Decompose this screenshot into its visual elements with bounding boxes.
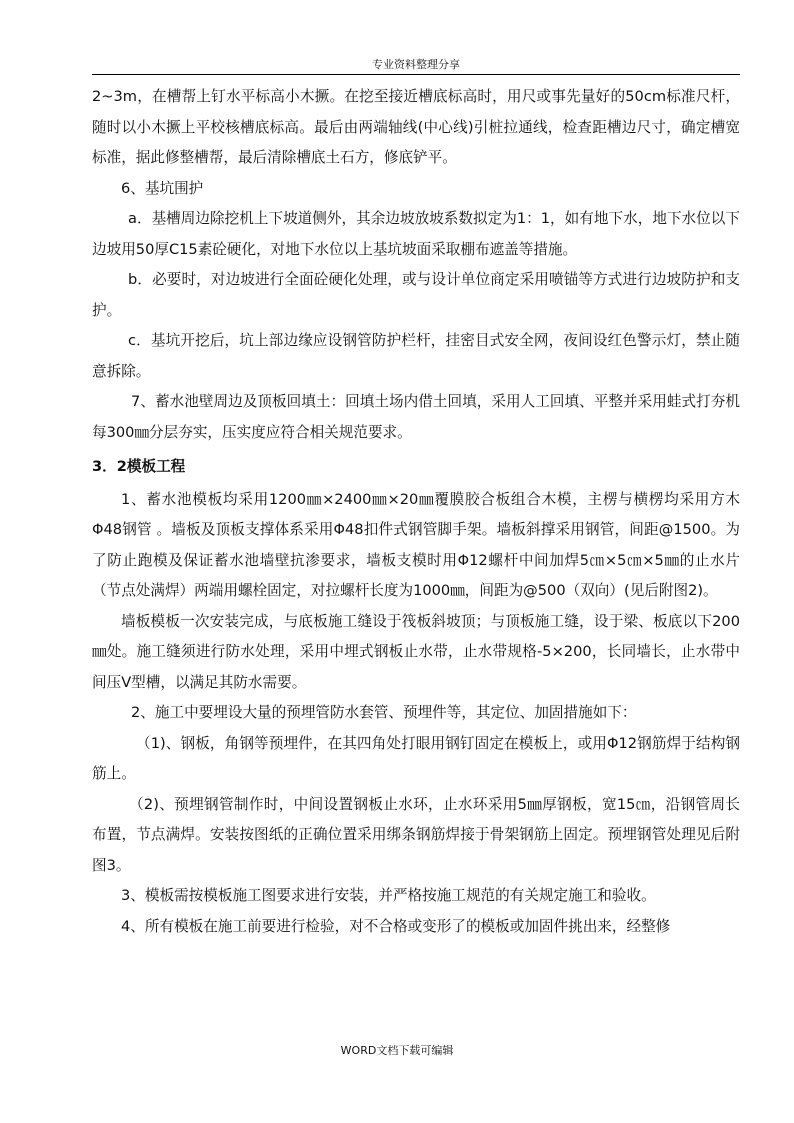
item-6a: a．基槽周边除挖机上下坡道侧外，其余边坡放坡系数拟定为1：1，如有地下水，地下水位以下边坡用50厚C15素砼硬化，对地下水位以上基坑坡面采取棚布遮盖等措施。 (92, 210, 740, 258)
formwork-item-2-1: （1)、钢板，角钢等预埋件，在其四角处打眼用钢钉固定在模板上，或用Φ12钢筋焊于结构钢筋上。 (92, 734, 740, 782)
formwork-item-2: 2、施工中要埋设大量的预埋管防水套管、预埋件等，其定位、加固措施如下： (131, 704, 637, 721)
item-6-heading: 6、基坑围护 (121, 179, 204, 197)
formwork-item-1: 1、蓄水池模板均采用1200㎜×2400㎜×20㎜覆膜胶合板组合木模，主楞与横楞均采用方木Φ48钢管 。墙板及顶板支撑体系采用Φ48扣件式钢管脚手架。墙板斜撑采用钢管，间距@1500。为了防止跑模及保证蓄水池墙壁抗渗要求，墙板支模时用Φ12螺杆中间加焊5㎝×5㎝×5㎜的止水片（节点处满焊）两端用螺栓固定，对拉螺杆长度为1000㎜，间距为@500（双向）(见后附图2)。 (92, 490, 740, 599)
formwork-item-4: 4、所有模板在施工前要进行检验，对不合格或变形了的模板或加固件挑出来，经整修 (121, 917, 671, 935)
page-footer: WORD文档下载可编辑 (340, 1044, 454, 1057)
page-header: 专业资料整理分享 (372, 58, 460, 71)
header-divider (92, 74, 740, 75)
formwork-wall-paragraph: 墙板模板一次安装完成，与底板施工缝设于筏板斜坡顶；与顶板施工缝，设于梁、板底以下200㎜处。施工缝须进行防水处理，采用中埋式钢板止水带，止水带规格-5×200，长同墙长，止水带中间压V型槽，以满足其防水需要。 (92, 612, 740, 691)
formwork-item-2-2: （2)、预埋钢管制作时，中间设置钢板止水环，止水环采用5㎜厚钢板，宽15㎝，沿钢管周长布置，节点满焊。安装按图纸的正确位置采用绑条钢筋焊接于骨架钢筋上固定。预埋钢管处理见后附图3。 (92, 795, 740, 874)
formwork-item-3: 3、模板需按模板施工图要求进行安装，并严格按施工规范的有关规定施工和验收。 (121, 887, 656, 904)
item-6b: b．必要时，对边坡进行全面砼硬化处理，或与设计单位商定采用喷锚等方式进行边坡防护和支护。 (92, 271, 740, 319)
item-7: 7、蓄水池壁周边及顶板回填土：回填土场内借土回填，采用人工回填、平整并采用蛙式打夯机每300㎜分层夯实，压实度应符合相关规范要求。 (92, 393, 740, 441)
paragraph-excavation-leveling: 2~3m，在槽帮上钉水平标高小木撅。在挖至接近槽底标高时，用尺或事先量好的50cm标准尺杆，随时以小木撅上平校核槽底标高。最后由两端轴线(中心线)引桩拉通线，检查距槽边尺寸，确定槽宽标准，据此修整槽帮，最后清除槽底土石方，修底铲平。 (92, 88, 740, 166)
document-body (92, 82, 740, 942)
section-heading-3-2: 3．2模板工程 (92, 458, 186, 475)
item-6c: c．基坑开挖后，坑上部边缘应设钢管防护栏杆，挂密目式安全网，夜间设红色警示灯，禁止随意拆除。 (92, 332, 740, 380)
